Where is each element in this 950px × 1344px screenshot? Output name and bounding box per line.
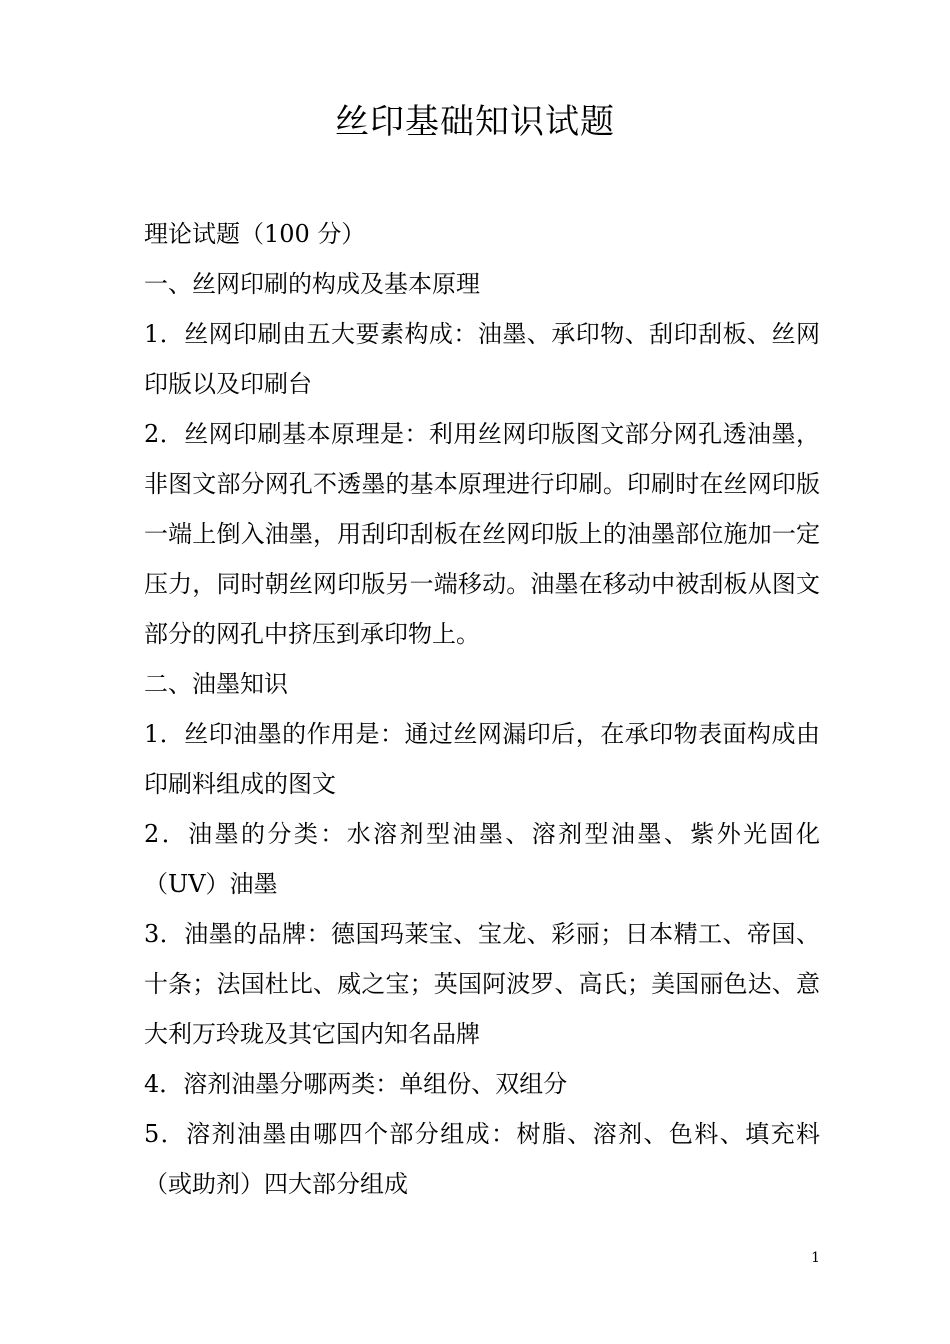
paragraph-item: 2．油墨的分类：水溶剂型油墨、溶剂型油墨、紫外光固化（UV）油墨 — [144, 820, 820, 898]
document-title: 丝印基础知识试题 — [335, 102, 615, 142]
paragraph-part-two-heading: 二、油墨知识 — [144, 670, 288, 698]
paragraph-part-one-heading: 一、丝网印刷的构成及基本原理 — [144, 270, 480, 298]
paragraph-item: 4．溶剂油墨分哪两类：单组份、双组分 — [144, 1070, 568, 1098]
paragraph-item: 1．丝印油墨的作用是：通过丝网漏印后，在承印物表面构成由印刷料组成的图文 — [144, 720, 820, 798]
paragraph-item: 5．溶剂油墨由哪四个部分组成：树脂、溶剂、色料、填充料（或助剂）四大部分组成 — [144, 1120, 820, 1198]
paragraph-item: 3．油墨的品牌：德国玛莱宝、宝龙、彩丽；日本精工、帝国、十条；法国杜比、威之宝；英国阿波罗、高氏；美国丽色达、意大利万玲珑及其它国内知名品牌 — [144, 920, 820, 1048]
paragraph-section-heading: 理论试题（100 分） — [144, 220, 366, 248]
document-body — [144, 209, 820, 1209]
page-number: 1 — [811, 1250, 820, 1266]
paragraph-item: 1．丝网印刷由五大要素构成：油墨、承印物、刮印刮板、丝网印版以及印刷台 — [144, 320, 820, 398]
paragraph-item: 2．丝网印刷基本原理是：利用丝网印版图文部分网孔透油墨，非图文部分网孔不透墨的基本原理进行印刷。印刷时在丝网印版一端上倒入油墨，用刮印刮板在丝网印版上的油墨部位施加一定压力，同时朝丝网印版另一端移动。油墨在移动中被刮板从图文部分的网孔中挤压到承印物上。 — [144, 420, 820, 648]
